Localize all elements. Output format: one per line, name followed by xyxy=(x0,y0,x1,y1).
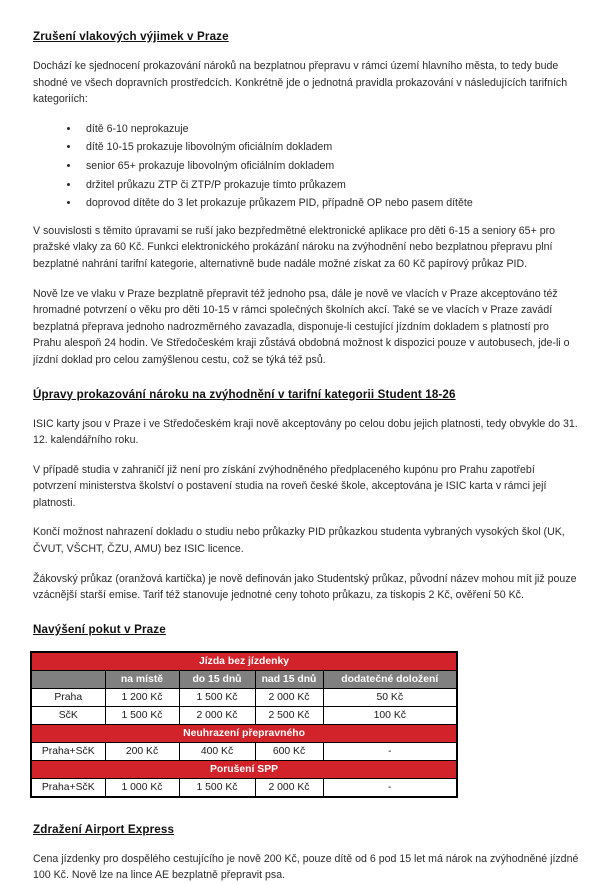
heading-train-exceptions: Zrušení vlakových výjimek v Praze xyxy=(33,30,229,43)
table-cell: 1 500 Kč xyxy=(105,706,179,724)
table-cell: 1 000 Kč xyxy=(105,778,179,797)
list-item-senior-65: • senior 65+ prokazuje libovolným oficiálním dokladem xyxy=(80,158,579,175)
row-label: Praha+SčK xyxy=(31,778,105,797)
column-header-over-15-days: nad 15 dnů xyxy=(255,670,323,688)
heading-fines-increase: Navýšení pokut v Praze xyxy=(33,622,166,636)
fines-table xyxy=(30,651,458,798)
row-label: SčK xyxy=(31,706,105,724)
table-cell: 100 Kč xyxy=(323,706,457,724)
table-section-header-no-ticket xyxy=(31,652,457,671)
table-cell: 1 200 Kč xyxy=(105,688,179,706)
table-section-title: Porušení SPP xyxy=(31,760,457,778)
table-cell: - xyxy=(323,742,457,760)
paragraph-isic-validity: ISIC karty jsou v Praze i ve Středočeském kraji nově akceptovány po celou dobu jejich platnosti, tedy obvykle do 31. 12. kalendářního roku. xyxy=(33,417,578,447)
table-section-title: Jízda bez jízdenky xyxy=(31,652,457,671)
column-header-within-15-days: do 15 dnů xyxy=(179,670,255,688)
table-cell: 600 Kč xyxy=(255,742,323,760)
table-cell: 1 500 Kč xyxy=(179,778,255,797)
list-item-child-6-10: • dítě 6-10 neprokazuje xyxy=(80,121,579,138)
table-row-sck xyxy=(31,706,457,724)
paragraph-unified-proof: Dochází ke sjednocení prokazování nároků na bezplatnou přepravu v rámci území hlavního města, to tedy bude shodné ve všech dopravních prostředcích. Konkrétně jde o jednotná pravidla prokazování v následujících tarifních kategoriích: xyxy=(33,60,568,106)
table-cell: 2 000 Kč xyxy=(255,778,323,797)
table-cell: 2 000 Kč xyxy=(179,706,255,724)
table-section-header-spp-violation xyxy=(31,760,457,778)
table-cell: 2 000 Kč xyxy=(255,688,323,706)
paragraph-electronic-apps: V souvislosti s těmito úpravami se ruší jako bezpředmětné elektronické aplikace pro děti 6-15 a seniory 65+ pro pražské vlaky za 60 Kč. Funkci elektronického prokázání nároku na zvýhodnění nebo bezplatnou přepravu plní bezplatné nahrání tarifní kategorie, alternativně bude nadále možné získat za 60 Kč papírový průkaz PID. xyxy=(33,224,556,270)
column-header-on-spot: na místě xyxy=(105,670,179,688)
table-column-header-row xyxy=(31,670,457,688)
table-cell: 200 Kč xyxy=(105,742,179,760)
table-section-header-unpaid-fare xyxy=(31,724,457,742)
table-section-title: Neuhrazení přepravného xyxy=(31,724,457,742)
row-label: Praha xyxy=(31,688,105,706)
paragraph-dogs-luggage: Nově lze ve vlaku v Praze bezplatně přepravit též jednoho psa, dále je nově ve vlacích v Praze akceptováno též hromadné potvrzení o věku pro děti 10-15 v rámci společných školních akcí. Také se ve vlacích v Praze zavádí bezplatná přeprava jednoho nadrozměrného zavazadla, disponuje-li cestující jízdním dokladem s platností pro Prahu alespoň 24 hodin. Ve Středočeském kraji zůstává obdobná možnost k dispozici pouze v autobusech, jde-li o jízdní doklad pro celou zamýšlenou cestu, což se týká též psů. xyxy=(33,287,570,366)
list-item-ztp: • držitel průkazu ZTP či ZTP/P prokazuje tímto průkazem xyxy=(80,177,579,194)
paragraph-university-cards: Končí možnost nahrazení dokladu o studiu nebo průkazky PID průkazkou studenta vybraných vysokých škol (UK, ČVUT, VŠCHT, ČZU, AMU) bez ISIC licence. xyxy=(33,526,565,556)
tariff-categories-list xyxy=(33,121,579,212)
table-cell: 50 Kč xyxy=(323,688,457,706)
paragraph-airport-express-price: Cena jízdenky pro dospělého cestujícího je nově 200 Kč, pouze dítě od 6 pod 15 let má nárok na zvýhodněné jízdné 100 Kč. Nově lze na lince AE bezplatně přepravit psa. xyxy=(33,852,579,882)
row-label: Praha+SčK xyxy=(31,742,105,760)
heading-student-18-26: Úpravy prokazování nároku na zvýhodnění v tarifní kategorii Student 18-26 xyxy=(33,387,456,401)
heading-airport-express: Zdražení Airport Express xyxy=(33,822,175,836)
column-header-empty xyxy=(31,670,105,688)
table-cell: 1 500 Kč xyxy=(179,688,255,706)
table-row-praha-sck-spp xyxy=(31,778,457,797)
table-row-praha-sck-unpaid xyxy=(31,742,457,760)
table-cell: 2 500 Kč xyxy=(255,706,323,724)
list-item-child-escort: • doprovod dítěte do 3 let prokazuje průkazem PID, případně OP nebo pasem dítěte xyxy=(80,195,579,212)
table-cell: - xyxy=(323,778,457,797)
table-cell: 400 Kč xyxy=(179,742,255,760)
table-row-praha xyxy=(31,688,457,706)
column-header-additional-proof: dodatečné doložení xyxy=(323,670,457,688)
list-item-child-10-15: • dítě 10-15 prokazuje libovolným oficiálním dokladem xyxy=(80,139,579,156)
paragraph-study-abroad: V případě studia v zahraničí již není pro získání zvýhodněného předplaceného kupónu pro Prahu zapotřebí potvrzení ministerstva školství o postavení studia na roveň české škole, akceptována je ISIC karta v rámci její platnosti. xyxy=(33,463,547,509)
paragraph-student-card-rename: Žákovský průkaz (oranžová kartička) je nově definován jako Studentský průkaz, původní název mohou mít již pouze vzácnější starší emise. Tarif též stanovuje jednotné ceny tohoto průkazu, za tiskopis 2 Kč, ověření 50 Kč. xyxy=(33,572,577,602)
